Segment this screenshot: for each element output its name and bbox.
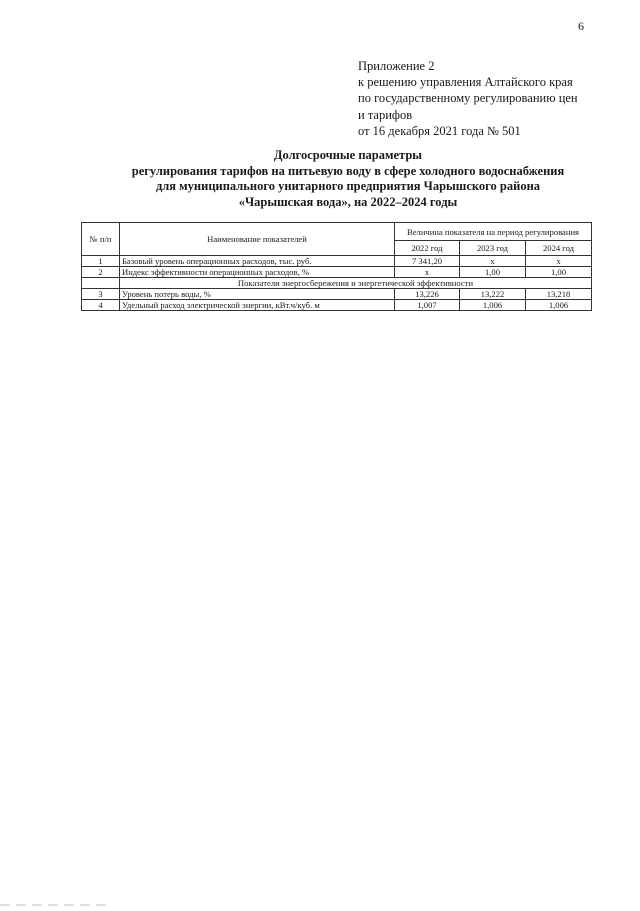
header-num-label: № п/п	[89, 234, 112, 244]
appendix-line: по государственному регулированию цен	[358, 91, 578, 106]
row-value-2023: 1,00	[460, 267, 526, 278]
row-name: Индекс эффективности операционных расходов, %	[120, 267, 395, 278]
header-year-2024: 2024 год	[526, 241, 592, 256]
row-name: Базовый уровень операционных расходов, тыс. руб.	[120, 256, 395, 267]
row-value-2022: 1,007	[395, 300, 460, 311]
row-num: 1	[82, 256, 120, 267]
row-value-2024: х	[526, 256, 592, 267]
appendix-line: от 16 декабря 2021 года № 501	[358, 123, 521, 138]
parameters-table	[81, 222, 592, 311]
title-line: регулирования тарифов на питьевую воду в сфере холодного водоснабжения	[131, 163, 565, 178]
row-num: 3	[82, 289, 120, 300]
header-period: Величина показателя на период регулирования	[395, 223, 592, 241]
appendix-line: к решению управления Алтайского края	[358, 75, 573, 90]
appendix-line: и тарифов	[358, 107, 413, 122]
header-year-2022: 2022 год	[395, 241, 460, 256]
appendix-line: Приложение 2	[358, 59, 435, 73]
table-row	[82, 289, 592, 300]
header-year-2023: 2023 год	[460, 241, 526, 256]
header-num	[82, 223, 120, 256]
section-row	[82, 278, 592, 289]
title-line: Долгосрочные параметры	[273, 148, 423, 162]
row-name: Удельный расход электрической энергии, кВт.ч/куб. м	[120, 300, 395, 311]
row-value-2022: х	[395, 267, 460, 278]
scan-artifact	[0, 893, 130, 897]
row-value-2022: 13,226	[395, 289, 460, 300]
header-name: Наименование показателей	[120, 223, 395, 256]
appendix-block	[358, 58, 618, 139]
table-row	[82, 267, 592, 278]
row-num: 2	[82, 267, 120, 278]
title-line: для муниципального унитарного предприятия Чарышского района	[155, 179, 541, 193]
row-value-2023: х	[460, 256, 526, 267]
row-value-2022: 7 341,20	[395, 256, 460, 267]
title-line: «Чарышская вода», на 2022–2024 годы	[238, 194, 458, 209]
row-value-2023: 13,222	[460, 289, 526, 300]
row-name: Уровень потерь воды, %	[120, 289, 395, 300]
row-value-2024: 1,006	[526, 300, 592, 311]
row-value-2024: 1,00	[526, 267, 592, 278]
table-row	[82, 256, 592, 267]
row-value-2023: 1,006	[460, 300, 526, 311]
document-title	[80, 148, 616, 210]
row-value-2024: 13,218	[526, 289, 592, 300]
section-label: Показатели энергосбережения и энергетической эффективности	[120, 278, 592, 289]
row-num: 4	[82, 300, 120, 311]
section-num-cell	[82, 278, 120, 289]
table-row	[82, 300, 592, 311]
page-number: 6	[578, 19, 584, 33]
